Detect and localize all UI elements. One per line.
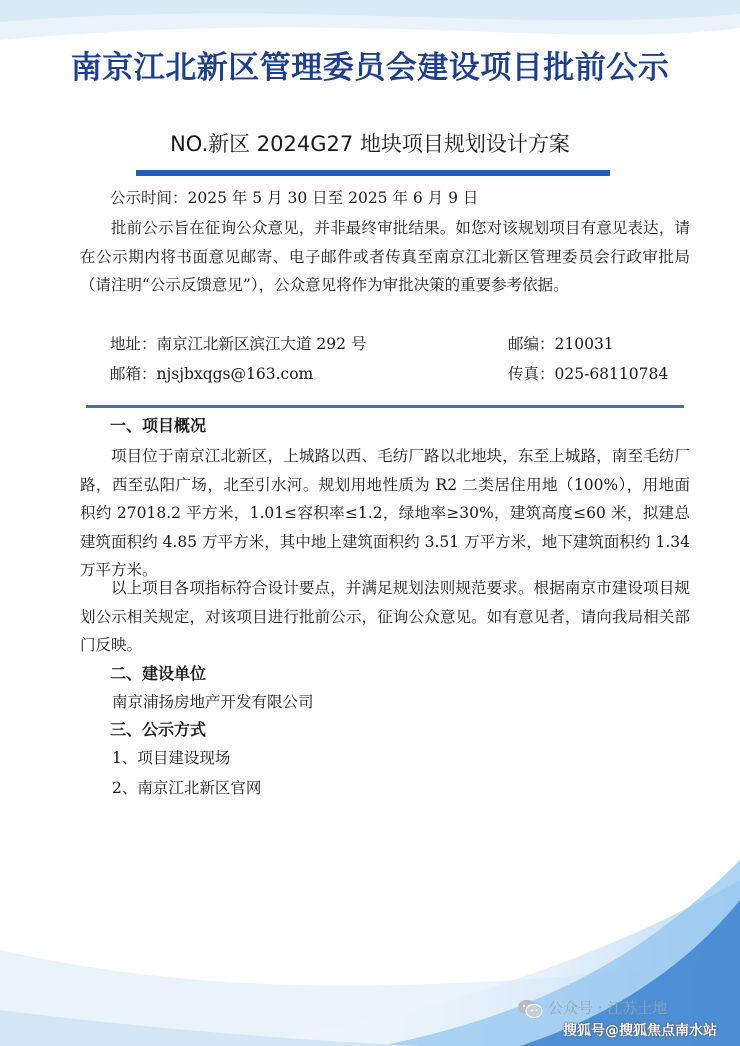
section-heading-method: 三、公示方式 xyxy=(110,720,207,739)
watermark-account: 公众号 · 江苏土地 xyxy=(548,999,668,1017)
builder-name: 南京浦扬房地产开发有限公司 xyxy=(112,693,314,711)
section-heading-builder: 二、建设单位 xyxy=(110,664,207,683)
page-subtitle: NO.新区 2024G27 地块项目规划设计方案 xyxy=(170,132,570,156)
subtitle-underline xyxy=(136,170,610,176)
section-divider xyxy=(86,405,684,408)
overview-paragraph-1: 项目位于南京江北新区，上城路以西、毛纺厂路以北地块，东至上城路，南至毛纺厂路，西至弘阳广场，北至引水河。规划用地性质为 R2 二类居住用地（100%），用地面积约 27018.2 平方米，1.01≤容积率≤1.2，绿地率≥30%，建筑高度≤60 米，拟建总建筑面积约 4.85 万平方米，其中地上建筑面积约 3.51 万平方米，地下建筑面积约 1.34 万平方米。 xyxy=(80,447,690,579)
notice-intro: 批前公示旨在征询公众意见，并非最终审批结果。如您对该规划项目有意见表达，请在公示期内将书面意见邮寄、电子邮件或者传真至南京江北新区管理委员会行政审批局（请注明“公示反馈意见”），公众意见将作为审批决策的重要参考依据。 xyxy=(80,219,690,294)
section-heading-overview: 一、项目概况 xyxy=(110,416,207,435)
watermark-source: 搜狐号@搜狐焦点南水站 xyxy=(563,1023,717,1039)
contact-email: 邮箱：njsjbxqgs@163.com xyxy=(110,365,314,383)
contact-fax: 传真：025-68110784 xyxy=(508,365,669,383)
method-item: 1、项目建设现场 xyxy=(112,749,231,767)
contact-postcode: 邮编：210031 xyxy=(508,335,614,353)
method-item: 2、南京江北新区官网 xyxy=(112,779,262,797)
notice-period: 公示时间：2025 年 5 月 30 日至 2025 年 6 月 9 日 xyxy=(110,189,479,207)
overview-paragraph-2: 以上项目各项指标符合设计要点，并满足规划法则规范要求。根据南京市建设项目规划公示相关规定，对该项目进行批前公示，征询公众意见。如有意见者，请向我局相关部门反映。 xyxy=(80,579,690,654)
contact-address: 地址：南京江北新区滨江大道 292 号 xyxy=(110,335,367,353)
wechat-icon xyxy=(517,999,543,1019)
page-title: 南京江北新区管理委员会建设项目批前公示 xyxy=(70,50,670,86)
